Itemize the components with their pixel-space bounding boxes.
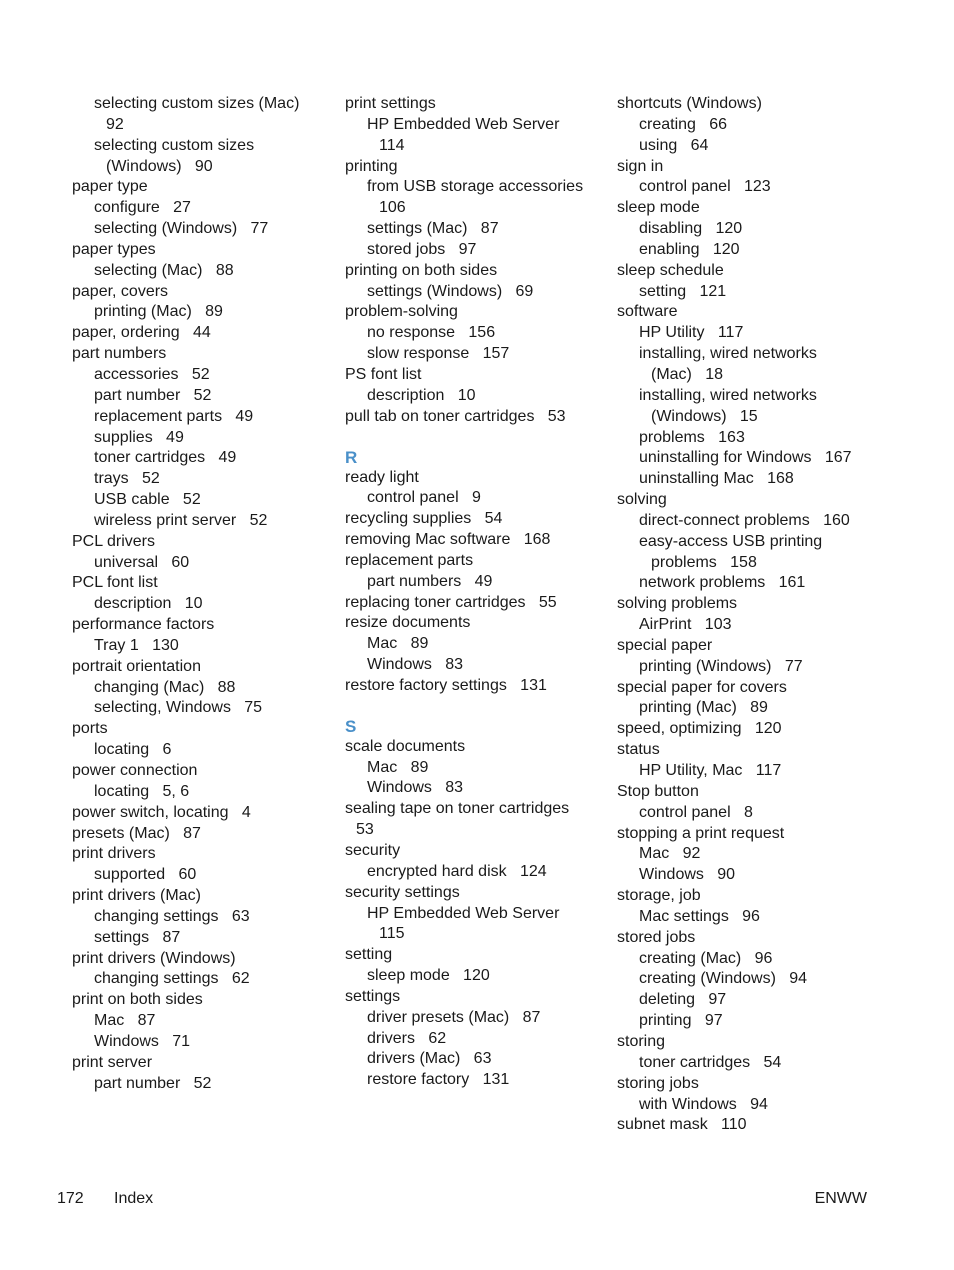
- index-subentry: HP Utility 117: [639, 324, 744, 342]
- index-subentry: Mac 87: [94, 1012, 156, 1030]
- index-subentry: creating (Windows) 94: [639, 970, 808, 988]
- index-entry: scale documents: [345, 737, 466, 755]
- index-entry: security: [345, 842, 401, 859]
- index-subentry: HP Embedded Web Server: [367, 904, 560, 922]
- doc-code: ENWW: [814, 1190, 867, 1207]
- index-subentry: uninstalling Mac 168: [639, 470, 794, 488]
- index-subentry: drivers (Mac) 63: [367, 1050, 492, 1068]
- index-subentry: driver presets (Mac) 87: [367, 1008, 541, 1026]
- index-subentry: no response 156: [367, 324, 496, 342]
- index-subentry: enabling 120: [639, 240, 740, 258]
- index-entry: print drivers (Windows): [72, 949, 236, 967]
- index-subentry: printing (Windows) 77: [639, 657, 803, 675]
- index-entry: restore factory settings 131: [345, 676, 547, 694]
- index-entry: solving problems: [617, 595, 738, 613]
- index-subentry: locating 6: [94, 741, 172, 759]
- index-subentry: part numbers 49: [367, 572, 493, 590]
- index-subentry: (Mac) 18: [651, 365, 724, 383]
- index-subentry: description 10: [367, 386, 476, 404]
- index-subentry: selecting custom sizes: [94, 136, 255, 154]
- index-subentry: Mac 89: [367, 758, 429, 776]
- index-entry: performance factors: [72, 616, 215, 634]
- index-entry: print on both sides: [72, 991, 203, 1009]
- index-entry: paper, ordering 44: [72, 324, 211, 342]
- index-entry: special paper for covers: [617, 678, 787, 696]
- index-subentry: toner cartridges 54: [639, 1053, 782, 1071]
- index-subentry: stored jobs 97: [367, 240, 477, 258]
- index-subentry: easy-access USB printing: [639, 532, 823, 550]
- index-subentry: locating 5, 6: [94, 782, 190, 800]
- index-subentry: sleep mode 120: [367, 967, 490, 985]
- index-entry: PCL font list: [72, 574, 158, 592]
- index-entry: setting: [345, 946, 393, 964]
- index-subentry: 115: [379, 925, 405, 943]
- index-entry: resize documents: [345, 614, 471, 632]
- index-subentry: uninstalling for Windows 167: [639, 449, 852, 467]
- index-entry: solving: [617, 491, 667, 509]
- index-subentry: (Windows) 15: [651, 407, 758, 425]
- index-entry: sign in: [617, 157, 664, 175]
- index-subentry: printing 97: [639, 1012, 723, 1030]
- index-entry: print settings: [345, 95, 436, 112]
- index-subentry: 92: [106, 115, 124, 133]
- index-subentry: network problems 161: [639, 574, 806, 592]
- index-entry: subnet mask 110: [617, 1116, 747, 1134]
- index-subentry: description 10: [94, 595, 203, 613]
- index-entry: ports: [72, 720, 108, 738]
- index-subentry: setting 121: [639, 282, 727, 300]
- index-subentry: settings (Mac) 87: [367, 220, 499, 238]
- index-entry: power switch, locating 4: [72, 803, 251, 821]
- index-entry: ready light: [345, 468, 419, 486]
- index-entry: replacement parts: [345, 551, 474, 569]
- index-subentry: encrypted hard disk 124: [367, 862, 547, 880]
- index-entry: print server: [72, 1053, 153, 1071]
- index-subentry: changing settings 62: [94, 970, 250, 988]
- index-entry: storing: [617, 1032, 666, 1050]
- index-entry: printing: [345, 157, 398, 175]
- index-subentry: restore factory 131: [367, 1071, 510, 1089]
- index-entry: presets (Mac) 87: [72, 824, 201, 842]
- index-subentry: selecting (Mac) 88: [94, 261, 234, 279]
- index-subentry: control panel 123: [639, 178, 771, 196]
- index-entry: PS font list: [345, 365, 422, 383]
- index-subentry: replacement parts 49: [94, 407, 254, 425]
- index-subentry: creating (Mac) 96: [639, 949, 773, 967]
- index-subentry: 114: [379, 136, 405, 154]
- index-entry: settings: [345, 987, 401, 1005]
- index-entry: print drivers: [72, 845, 156, 863]
- index-subentry: creating 66: [639, 115, 728, 133]
- index-subentry: slow response 157: [367, 345, 510, 363]
- index-subentry: changing (Mac) 88: [94, 678, 236, 696]
- index-subentry: settings (Windows) 69: [367, 282, 534, 300]
- index-subentry: installing, wired networks: [639, 386, 817, 404]
- index-subentry: from USB storage accessories: [367, 178, 584, 196]
- section-letter: R: [345, 447, 358, 467]
- index-subentry: 53: [356, 821, 374, 839]
- index-subentry: Windows 83: [367, 656, 464, 674]
- index-subentry: problems 158: [651, 553, 757, 571]
- index-entry: problem-solving: [345, 303, 458, 321]
- index-entry: special paper: [617, 636, 713, 654]
- index-entry: paper type: [72, 178, 148, 196]
- index-subentry: HP Embedded Web Server: [367, 115, 560, 133]
- index-subentry: (Windows) 90: [106, 157, 213, 175]
- index-entry: PCL drivers: [72, 532, 155, 550]
- index-subentry: selecting custom sizes (Mac): [94, 95, 300, 112]
- index-entry: sealing tape on toner cartridges: [345, 800, 570, 818]
- index-subentry: using 64: [639, 136, 709, 154]
- index-subentry: drivers 62: [367, 1029, 447, 1047]
- index-entry: paper types: [72, 240, 156, 258]
- index-subentry: selecting (Windows) 77: [94, 220, 269, 238]
- index-entry: status: [617, 741, 660, 759]
- index-subentry: configure 27: [94, 199, 191, 217]
- section-letter: S: [345, 716, 357, 736]
- index-subentry: printing (Mac) 89: [639, 699, 768, 717]
- index-entry: power connection: [72, 762, 198, 779]
- index-entry: storing jobs: [617, 1074, 699, 1092]
- index-entry: sleep mode: [617, 199, 700, 217]
- index-subentry: Mac settings 96: [639, 907, 760, 925]
- index-subentry: disabling 120: [639, 220, 743, 238]
- index-entry: pull tab on toner cartridges 53: [345, 407, 566, 425]
- index-entry: security settings: [345, 883, 460, 901]
- index-entry: storage, job: [617, 887, 701, 905]
- index-column-2: [345, 94, 595, 1091]
- index-entry: portrait orientation: [72, 657, 201, 675]
- index-entry: printing on both sides: [345, 261, 498, 279]
- index-subentry: trays 52: [94, 470, 160, 488]
- index-subentry: problems 163: [639, 428, 745, 446]
- index-subentry: Windows 90: [639, 866, 736, 884]
- index-entry: Stop button: [617, 782, 699, 800]
- index-subentry: universal 60: [94, 553, 190, 571]
- index-subentry: toner cartridges 49: [94, 449, 237, 467]
- index-subentry: Windows 71: [94, 1032, 191, 1050]
- index-entry: print drivers (Mac): [72, 887, 201, 905]
- index-subentry: Windows 83: [367, 779, 464, 797]
- index-entry: stored jobs: [617, 928, 696, 946]
- index-subentry: AirPrint 103: [639, 616, 732, 634]
- index-entry: replacing toner cartridges 55: [345, 593, 557, 611]
- index-entry: software: [617, 303, 678, 321]
- index-entry: part numbers: [72, 345, 167, 363]
- index-subentry: part number 52: [94, 386, 212, 404]
- index-entry: speed, optimizing 120: [617, 720, 782, 738]
- index-subentry: part number 52: [94, 1074, 212, 1092]
- index-subentry: Mac 92: [639, 845, 701, 863]
- index-subentry: settings 87: [94, 928, 181, 946]
- section-name: Index: [114, 1190, 154, 1207]
- index-entry: stopping a print request: [617, 824, 785, 842]
- index-subentry: supplies 49: [94, 428, 184, 446]
- index-subentry: printing (Mac) 89: [94, 303, 223, 321]
- index-subentry: accessories 52: [94, 365, 210, 383]
- index-subentry: Mac 89: [367, 635, 429, 653]
- index-entry: shortcuts (Windows): [617, 95, 762, 112]
- index-subentry: changing settings 63: [94, 907, 250, 925]
- index-column-3: [617, 94, 887, 1136]
- index-subentry: direct-connect problems 160: [639, 511, 850, 529]
- index-entry: sleep schedule: [617, 261, 724, 279]
- index-subentry: HP Utility, Mac 117: [639, 762, 782, 779]
- index-column-1: [72, 94, 322, 1095]
- index-entry: recycling supplies 54: [345, 510, 503, 528]
- page-number: 172: [57, 1190, 84, 1207]
- index-subentry: control panel 9: [367, 489, 481, 507]
- index-subentry: supported 60: [94, 866, 197, 884]
- index-subentry: selecting, Windows 75: [94, 699, 263, 717]
- index-subentry: control panel 8: [639, 803, 753, 821]
- index-subentry: USB cable 52: [94, 491, 201, 509]
- index-entry: removing Mac software 168: [345, 531, 551, 549]
- index-subentry: 106: [379, 199, 406, 217]
- index-subentry: Tray 1 130: [94, 636, 179, 654]
- index-subentry: with Windows 94: [639, 1095, 768, 1113]
- index-subentry: deleting 97: [639, 991, 727, 1009]
- index-entry: paper, covers: [72, 282, 169, 300]
- index-subentry: installing, wired networks: [639, 345, 817, 363]
- index-subentry: wireless print server 52: [94, 511, 268, 529]
